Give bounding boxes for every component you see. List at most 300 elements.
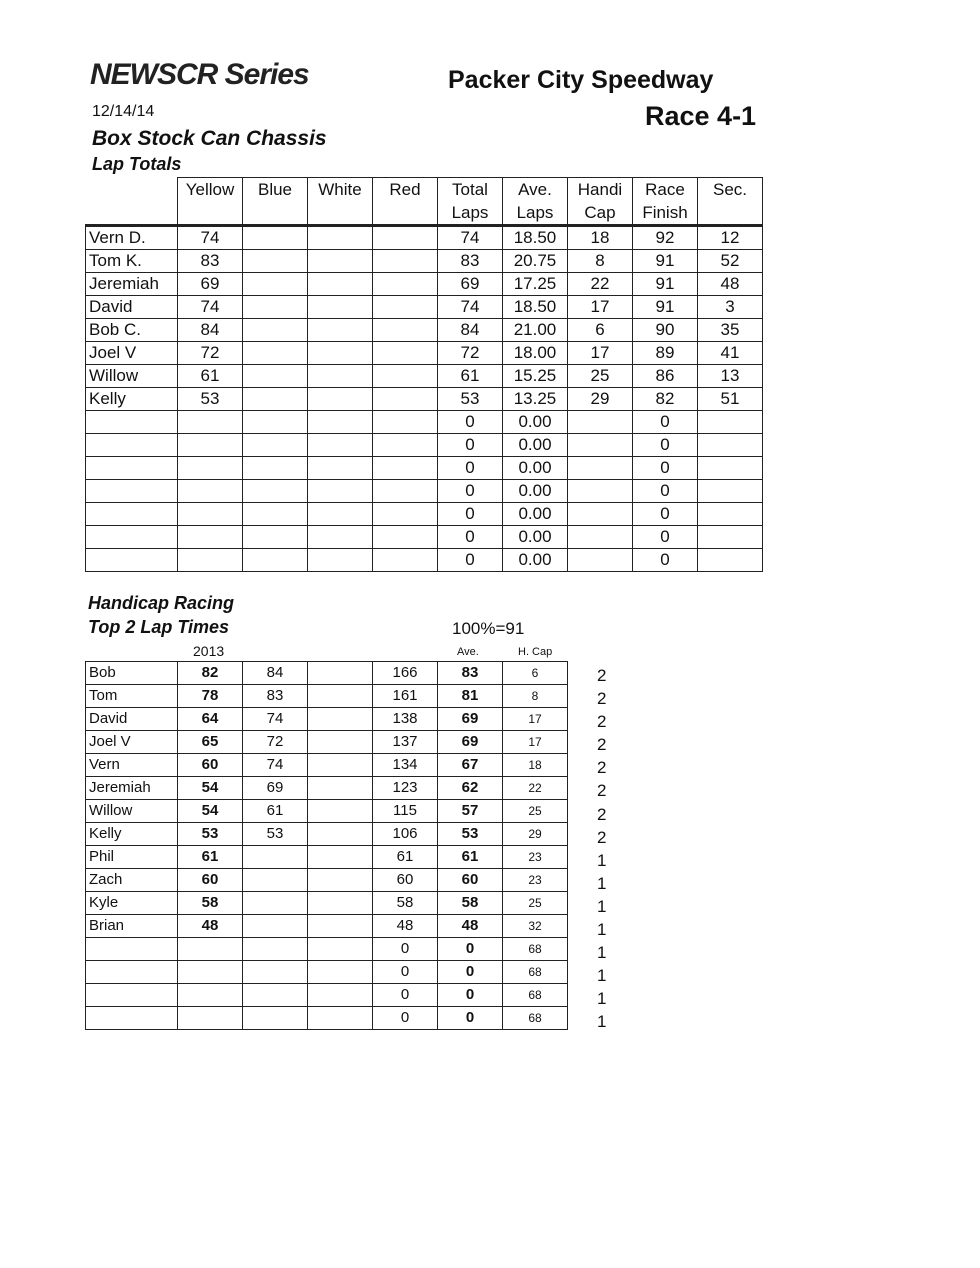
table-cell: 106 xyxy=(373,823,438,846)
table-cell: 52 xyxy=(698,250,763,273)
track-name: Packer City Speedway xyxy=(448,66,714,94)
class-title: Box Stock Can Chassis xyxy=(92,127,327,150)
table-cell: 72 xyxy=(178,342,243,365)
table-cell xyxy=(373,296,438,319)
table-cell: 0 xyxy=(438,549,503,572)
column-header xyxy=(308,178,373,226)
table-cell: 61 xyxy=(243,800,308,823)
table-cell xyxy=(373,250,438,273)
table-cell: 68 xyxy=(503,984,568,1007)
series-title: NEWSCR Series xyxy=(90,58,309,91)
table-cell xyxy=(698,526,763,549)
table-cell: 0 xyxy=(438,434,503,457)
table-cell: 72 xyxy=(438,342,503,365)
table-cell: 58 xyxy=(373,892,438,915)
table-cell xyxy=(373,457,438,480)
column-header-line: Finish xyxy=(642,203,688,222)
driver-name-cell xyxy=(86,549,178,572)
table-cell: 61 xyxy=(178,365,243,388)
table-cell xyxy=(308,777,373,800)
table-cell: 6 xyxy=(568,319,633,342)
table-cell: 89 xyxy=(633,342,698,365)
table-cell xyxy=(243,226,308,250)
table-cell xyxy=(243,892,308,915)
column-header-line: Red xyxy=(389,180,421,199)
table-cell: 0 xyxy=(438,457,503,480)
table-cell: 0 xyxy=(633,457,698,480)
table-cell: 58 xyxy=(438,892,503,915)
table-cell xyxy=(243,250,308,273)
table-cell: 61 xyxy=(373,846,438,869)
table-cell xyxy=(568,503,633,526)
table-cell xyxy=(178,938,243,961)
table-cell: 0.00 xyxy=(503,411,568,434)
table-cell: 41 xyxy=(698,342,763,365)
hcap-label: H. Cap xyxy=(518,646,553,658)
table-cell: 68 xyxy=(503,961,568,984)
table-cell xyxy=(568,457,633,480)
driver-name-cell: David xyxy=(86,296,178,319)
table-cell xyxy=(308,731,373,754)
table-cell: 83 xyxy=(438,662,503,685)
table-cell xyxy=(373,273,438,296)
table-row xyxy=(86,777,568,800)
heat-count: 1 xyxy=(597,920,607,940)
table-row xyxy=(86,892,568,915)
table-cell xyxy=(308,250,373,273)
table-cell: 22 xyxy=(568,273,633,296)
name-column-header xyxy=(86,178,178,226)
table-cell xyxy=(243,273,308,296)
heat-count: 2 xyxy=(597,758,607,778)
table-cell xyxy=(373,503,438,526)
column-header-line: Handi xyxy=(577,180,623,199)
column-header-line: Ave. xyxy=(518,180,552,199)
table-cell: 53 xyxy=(243,823,308,846)
event-date: 12/14/14 xyxy=(92,103,155,120)
table-cell xyxy=(243,342,308,365)
table-cell: 25 xyxy=(503,800,568,823)
table-cell xyxy=(308,411,373,434)
table-row xyxy=(86,226,763,250)
table-cell: 29 xyxy=(503,823,568,846)
table-cell: 32 xyxy=(503,915,568,938)
table-cell xyxy=(243,503,308,526)
table-cell: 74 xyxy=(243,708,308,731)
column-header xyxy=(438,178,503,226)
table-cell: 0 xyxy=(633,526,698,549)
table-cell: 0 xyxy=(373,984,438,1007)
table-cell: 84 xyxy=(178,319,243,342)
table-cell: 53 xyxy=(178,823,243,846)
table-cell: 0 xyxy=(438,961,503,984)
table-cell: 53 xyxy=(438,823,503,846)
driver-name-cell: Kelly xyxy=(86,823,178,846)
table-cell xyxy=(308,549,373,572)
driver-name-cell xyxy=(86,434,178,457)
table-cell xyxy=(243,457,308,480)
table-cell: 0.00 xyxy=(503,480,568,503)
driver-name-cell: Bob xyxy=(86,662,178,685)
table-row xyxy=(86,342,763,365)
driver-name-cell: Kelly xyxy=(86,388,178,411)
driver-name-cell xyxy=(86,411,178,434)
table-cell: 134 xyxy=(373,754,438,777)
column-header-line: Total xyxy=(452,180,488,199)
table-cell: 57 xyxy=(438,800,503,823)
table-cell xyxy=(178,434,243,457)
table-cell xyxy=(568,480,633,503)
table-cell: 21.00 xyxy=(503,319,568,342)
table-row xyxy=(86,984,568,1007)
table-cell: 82 xyxy=(178,662,243,685)
column-header-line: Laps xyxy=(516,203,554,222)
table-cell: 84 xyxy=(243,662,308,685)
table-cell xyxy=(243,869,308,892)
table-cell xyxy=(308,892,373,915)
driver-name-cell: Joel V xyxy=(86,342,178,365)
driver-name-cell xyxy=(86,480,178,503)
table-row xyxy=(86,708,568,731)
column-header-line: Race xyxy=(645,180,685,199)
table-cell xyxy=(373,388,438,411)
table-cell: 18 xyxy=(503,754,568,777)
table-row xyxy=(86,365,763,388)
table-cell: 0 xyxy=(633,411,698,434)
table-cell xyxy=(178,961,243,984)
table-cell xyxy=(308,961,373,984)
driver-name-cell xyxy=(86,938,178,961)
table-cell: 13.25 xyxy=(503,388,568,411)
table-cell xyxy=(698,411,763,434)
handicap-subtitle: Top 2 Lap Times xyxy=(88,617,230,637)
table-cell: 17 xyxy=(568,342,633,365)
table-cell: 17 xyxy=(503,708,568,731)
table-cell: 20.75 xyxy=(503,250,568,273)
table-cell: 61 xyxy=(438,365,503,388)
table-row xyxy=(86,250,763,273)
heat-count: 2 xyxy=(597,712,607,732)
table-cell xyxy=(373,226,438,250)
table-cell xyxy=(308,708,373,731)
table-cell: 0 xyxy=(633,549,698,572)
table-row xyxy=(86,938,568,961)
driver-name-cell: Willow xyxy=(86,800,178,823)
table-cell xyxy=(698,503,763,526)
table-cell xyxy=(308,938,373,961)
table-cell xyxy=(243,411,308,434)
table-cell: 0 xyxy=(438,984,503,1007)
table-cell: 53 xyxy=(438,388,503,411)
table-cell: 0 xyxy=(373,961,438,984)
driver-name-cell xyxy=(86,961,178,984)
table-cell: 18 xyxy=(568,226,633,250)
table-cell xyxy=(308,342,373,365)
column-header-line: Blue xyxy=(257,180,293,199)
table-cell: 78 xyxy=(178,685,243,708)
table-cell xyxy=(373,365,438,388)
table-cell: 48 xyxy=(698,273,763,296)
table-cell xyxy=(373,434,438,457)
table-cell xyxy=(243,938,308,961)
table-cell: 123 xyxy=(373,777,438,800)
heat-count: 2 xyxy=(597,689,607,709)
table-cell: 0 xyxy=(633,480,698,503)
table-cell xyxy=(243,296,308,319)
table-cell: 51 xyxy=(698,388,763,411)
table-cell xyxy=(178,480,243,503)
table-cell: 137 xyxy=(373,731,438,754)
table-row xyxy=(86,731,568,754)
table-cell xyxy=(698,434,763,457)
table-cell xyxy=(698,549,763,572)
table-cell xyxy=(243,1007,308,1030)
table-cell: 74 xyxy=(243,754,308,777)
table-cell: 48 xyxy=(438,915,503,938)
driver-name-cell: Tom K. xyxy=(86,250,178,273)
table-row xyxy=(86,754,568,777)
table-cell xyxy=(308,365,373,388)
table-cell: 0.00 xyxy=(503,434,568,457)
heat-count: 2 xyxy=(597,804,607,824)
driver-name-cell: Zach xyxy=(86,869,178,892)
table-cell: 65 xyxy=(178,731,243,754)
table-cell: 60 xyxy=(373,869,438,892)
table-cell: 84 xyxy=(438,319,503,342)
table-row xyxy=(86,526,763,549)
heat-count: 2 xyxy=(597,827,607,847)
driver-name-cell: Kyle xyxy=(86,892,178,915)
table-cell xyxy=(308,869,373,892)
table-cell xyxy=(243,549,308,572)
table-cell: 90 xyxy=(633,319,698,342)
table-cell xyxy=(568,549,633,572)
table-cell xyxy=(243,984,308,1007)
table-cell: 91 xyxy=(633,296,698,319)
table-cell: 60 xyxy=(178,754,243,777)
driver-name-cell: Willow xyxy=(86,365,178,388)
table-cell xyxy=(308,846,373,869)
table-cell xyxy=(243,526,308,549)
table-row xyxy=(86,800,568,823)
table-cell xyxy=(308,1007,373,1030)
table-row xyxy=(86,411,763,434)
column-header xyxy=(633,178,698,226)
table-cell: 81 xyxy=(438,685,503,708)
driver-name-cell xyxy=(86,526,178,549)
table-cell: 0 xyxy=(373,1007,438,1030)
heat-count: 1 xyxy=(597,1012,607,1032)
table-cell: 18.00 xyxy=(503,342,568,365)
column-header xyxy=(178,178,243,226)
column-header xyxy=(568,178,633,226)
table-cell: 115 xyxy=(373,800,438,823)
lap-totals-heading: Lap Totals xyxy=(92,154,182,174)
driver-name-cell: Jeremiah xyxy=(86,273,178,296)
driver-name-cell xyxy=(86,503,178,526)
heat-count: 1 xyxy=(597,943,607,963)
driver-name-cell: David xyxy=(86,708,178,731)
table-cell: 166 xyxy=(373,662,438,685)
table-cell xyxy=(373,342,438,365)
table-cell: 0 xyxy=(438,480,503,503)
table-cell xyxy=(373,411,438,434)
table-row xyxy=(86,549,763,572)
table-row xyxy=(86,846,568,869)
table-cell: 161 xyxy=(373,685,438,708)
driver-name-cell: Bob C. xyxy=(86,319,178,342)
table-cell xyxy=(243,319,308,342)
table-cell: 74 xyxy=(438,296,503,319)
table-cell xyxy=(308,319,373,342)
table-cell xyxy=(243,846,308,869)
column-header-line: Laps xyxy=(451,203,489,222)
heat-count: 2 xyxy=(597,781,607,801)
table-cell: 72 xyxy=(243,731,308,754)
table-cell xyxy=(308,915,373,938)
table-cell: 61 xyxy=(178,846,243,869)
table-row xyxy=(86,915,568,938)
handicap-table xyxy=(85,661,568,1030)
heat-count: 2 xyxy=(597,735,607,755)
table-row xyxy=(86,296,763,319)
heat-count: 1 xyxy=(597,896,607,916)
table-cell xyxy=(178,549,243,572)
table-cell: 15.25 xyxy=(503,365,568,388)
driver-name-cell: Joel V xyxy=(86,731,178,754)
table-cell: 0 xyxy=(438,526,503,549)
table-cell: 53 xyxy=(178,388,243,411)
table-cell: 29 xyxy=(568,388,633,411)
handicap-percent: 100%=91 xyxy=(452,619,525,638)
table-cell: 8 xyxy=(503,685,568,708)
table-row xyxy=(86,823,568,846)
ave-label: Ave. xyxy=(457,646,479,658)
driver-name-cell: Tom xyxy=(86,685,178,708)
table-cell: 17 xyxy=(568,296,633,319)
table-cell xyxy=(373,526,438,549)
heat-count: 2 xyxy=(597,666,607,685)
table-cell: 0 xyxy=(373,938,438,961)
driver-name-cell: Jeremiah xyxy=(86,777,178,800)
table-cell: 92 xyxy=(633,226,698,250)
table-cell: 69 xyxy=(243,777,308,800)
table-row xyxy=(86,685,568,708)
table-row xyxy=(86,480,763,503)
table-cell: 12 xyxy=(698,226,763,250)
lap-table-header-row xyxy=(86,178,763,226)
table-cell: 35 xyxy=(698,319,763,342)
table-cell: 69 xyxy=(178,273,243,296)
table-cell: 23 xyxy=(503,846,568,869)
table-cell xyxy=(308,662,373,685)
table-cell xyxy=(308,480,373,503)
table-cell xyxy=(698,480,763,503)
table-cell: 25 xyxy=(503,892,568,915)
table-cell xyxy=(243,915,308,938)
column-header-line: Yellow xyxy=(185,180,235,199)
table-cell xyxy=(308,457,373,480)
driver-name-cell: Phil xyxy=(86,846,178,869)
table-cell: 48 xyxy=(178,915,243,938)
table-cell: 48 xyxy=(373,915,438,938)
column-header xyxy=(698,178,763,226)
table-cell: 64 xyxy=(178,708,243,731)
table-cell: 82 xyxy=(633,388,698,411)
driver-name-cell xyxy=(86,457,178,480)
table-cell: 0 xyxy=(633,434,698,457)
table-cell xyxy=(568,434,633,457)
table-cell xyxy=(308,800,373,823)
table-cell: 60 xyxy=(178,869,243,892)
driver-name-cell: Vern xyxy=(86,754,178,777)
table-cell xyxy=(243,480,308,503)
table-cell xyxy=(373,319,438,342)
table-cell xyxy=(178,984,243,1007)
table-cell: 68 xyxy=(503,1007,568,1030)
table-cell: 69 xyxy=(438,708,503,731)
table-cell: 67 xyxy=(438,754,503,777)
heat-count: 1 xyxy=(597,850,607,870)
table-cell: 0.00 xyxy=(503,526,568,549)
table-cell: 62 xyxy=(438,777,503,800)
table-cell xyxy=(308,296,373,319)
table-cell: 83 xyxy=(438,250,503,273)
table-cell xyxy=(178,457,243,480)
table-cell: 18.50 xyxy=(503,296,568,319)
table-cell: 6 xyxy=(503,662,568,685)
table-cell xyxy=(373,480,438,503)
table-row xyxy=(86,662,568,685)
table-cell: 74 xyxy=(178,226,243,250)
table-cell xyxy=(178,503,243,526)
table-cell: 0 xyxy=(438,938,503,961)
table-cell xyxy=(178,411,243,434)
table-cell: 68 xyxy=(503,938,568,961)
column-header xyxy=(243,178,308,226)
table-row xyxy=(86,388,763,411)
driver-name-cell xyxy=(86,1007,178,1030)
table-cell: 54 xyxy=(178,800,243,823)
table-cell: 86 xyxy=(633,365,698,388)
table-cell: 18.50 xyxy=(503,226,568,250)
handicap-title: Handicap Racing xyxy=(88,593,235,613)
table-cell xyxy=(568,411,633,434)
table-cell: 69 xyxy=(438,731,503,754)
table-cell: 58 xyxy=(178,892,243,915)
table-cell xyxy=(308,685,373,708)
table-cell xyxy=(178,526,243,549)
table-cell: 0 xyxy=(438,411,503,434)
table-cell: 0.00 xyxy=(503,549,568,572)
driver-name-cell: Brian xyxy=(86,915,178,938)
column-header-line: Sec. xyxy=(712,180,748,199)
table-row xyxy=(86,1007,568,1030)
table-cell xyxy=(243,365,308,388)
table-cell xyxy=(243,388,308,411)
driver-name-cell xyxy=(86,984,178,1007)
table-cell: 0 xyxy=(438,1007,503,1030)
table-cell: 69 xyxy=(438,273,503,296)
table-cell xyxy=(698,457,763,480)
driver-name-cell: Vern D. xyxy=(86,226,178,250)
table-cell: 17 xyxy=(503,731,568,754)
table-cell: 13 xyxy=(698,365,763,388)
table-row xyxy=(86,869,568,892)
table-row xyxy=(86,503,763,526)
table-cell xyxy=(373,549,438,572)
table-cell xyxy=(308,754,373,777)
